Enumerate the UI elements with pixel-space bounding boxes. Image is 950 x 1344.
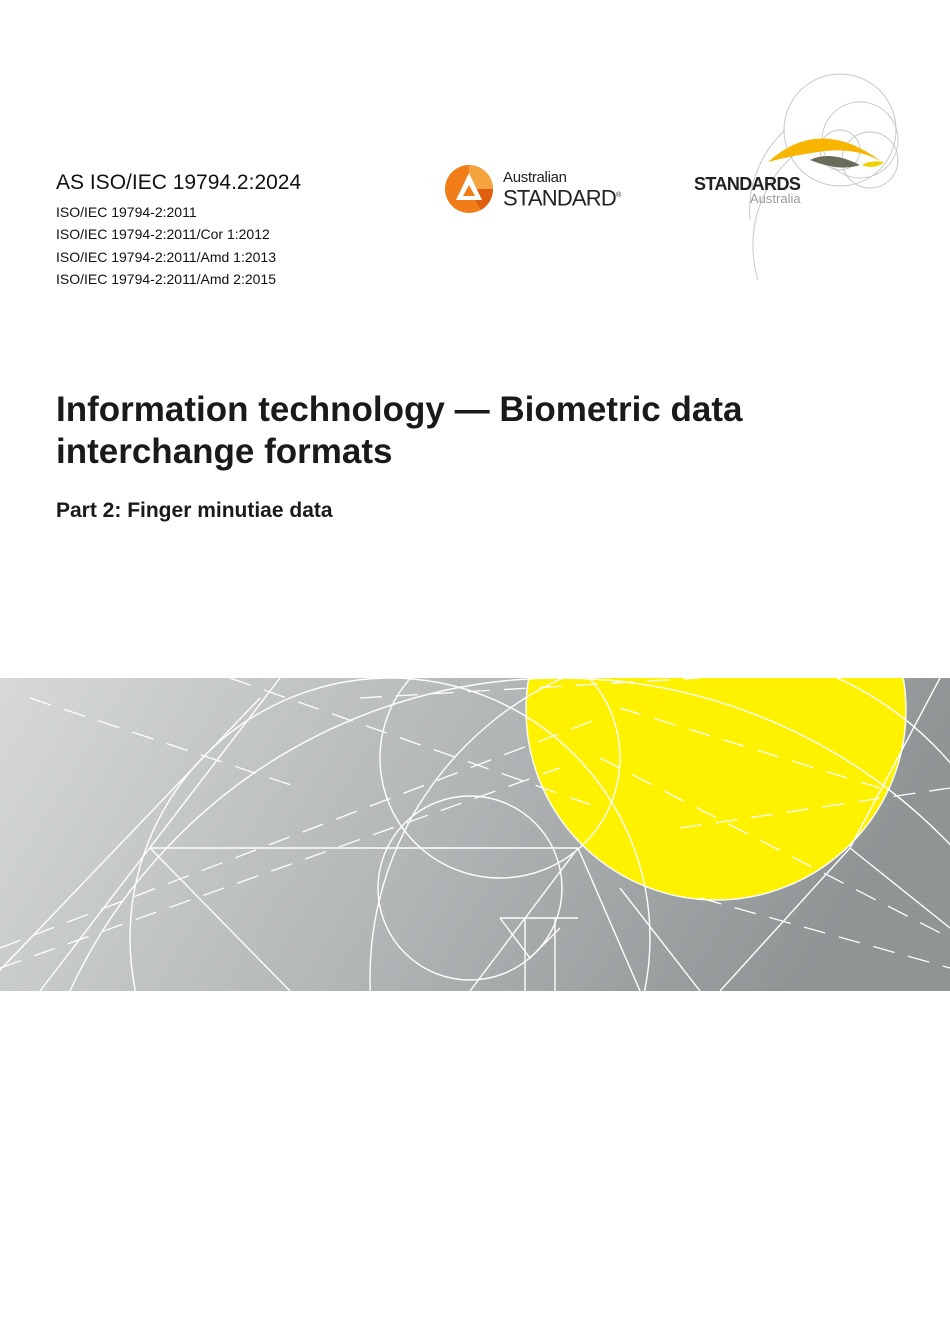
equivalent-standard: ISO/IEC 19794-2:2011/Cor 1:2012	[56, 226, 270, 243]
australian-standard-logo-line1: Australian	[503, 169, 567, 186]
document-subtitle: Part 2: Finger minutiae data	[56, 499, 333, 522]
equivalent-standard: ISO/IEC 19794-2:2011/Amd 1:2013	[56, 248, 276, 265]
standards-australia-logo-line2: Australia	[750, 191, 801, 206]
equivalent-standard: ISO/IEC 19794-2:2011	[56, 204, 197, 220]
designation: AS ISO/IEC 19794.2:2024	[56, 171, 302, 194]
decorative-geometric-band	[0, 678, 950, 991]
standards-australia-logo-line1: STANDARDS	[694, 174, 801, 194]
equivalent-standard: ISO/IEC 19794-2:2011/Amd 2:2015	[56, 270, 276, 287]
equivalent-standards-list	[56, 201, 276, 290]
australian-standard-logo-line2: STANDARD®	[503, 185, 621, 211]
australian-standard-logo	[443, 163, 633, 215]
australian-standard-emblem-icon	[443, 163, 499, 219]
document-title: Information technology — Biometric data interchange formats	[56, 390, 743, 471]
standards-australia-logo	[690, 70, 920, 285]
